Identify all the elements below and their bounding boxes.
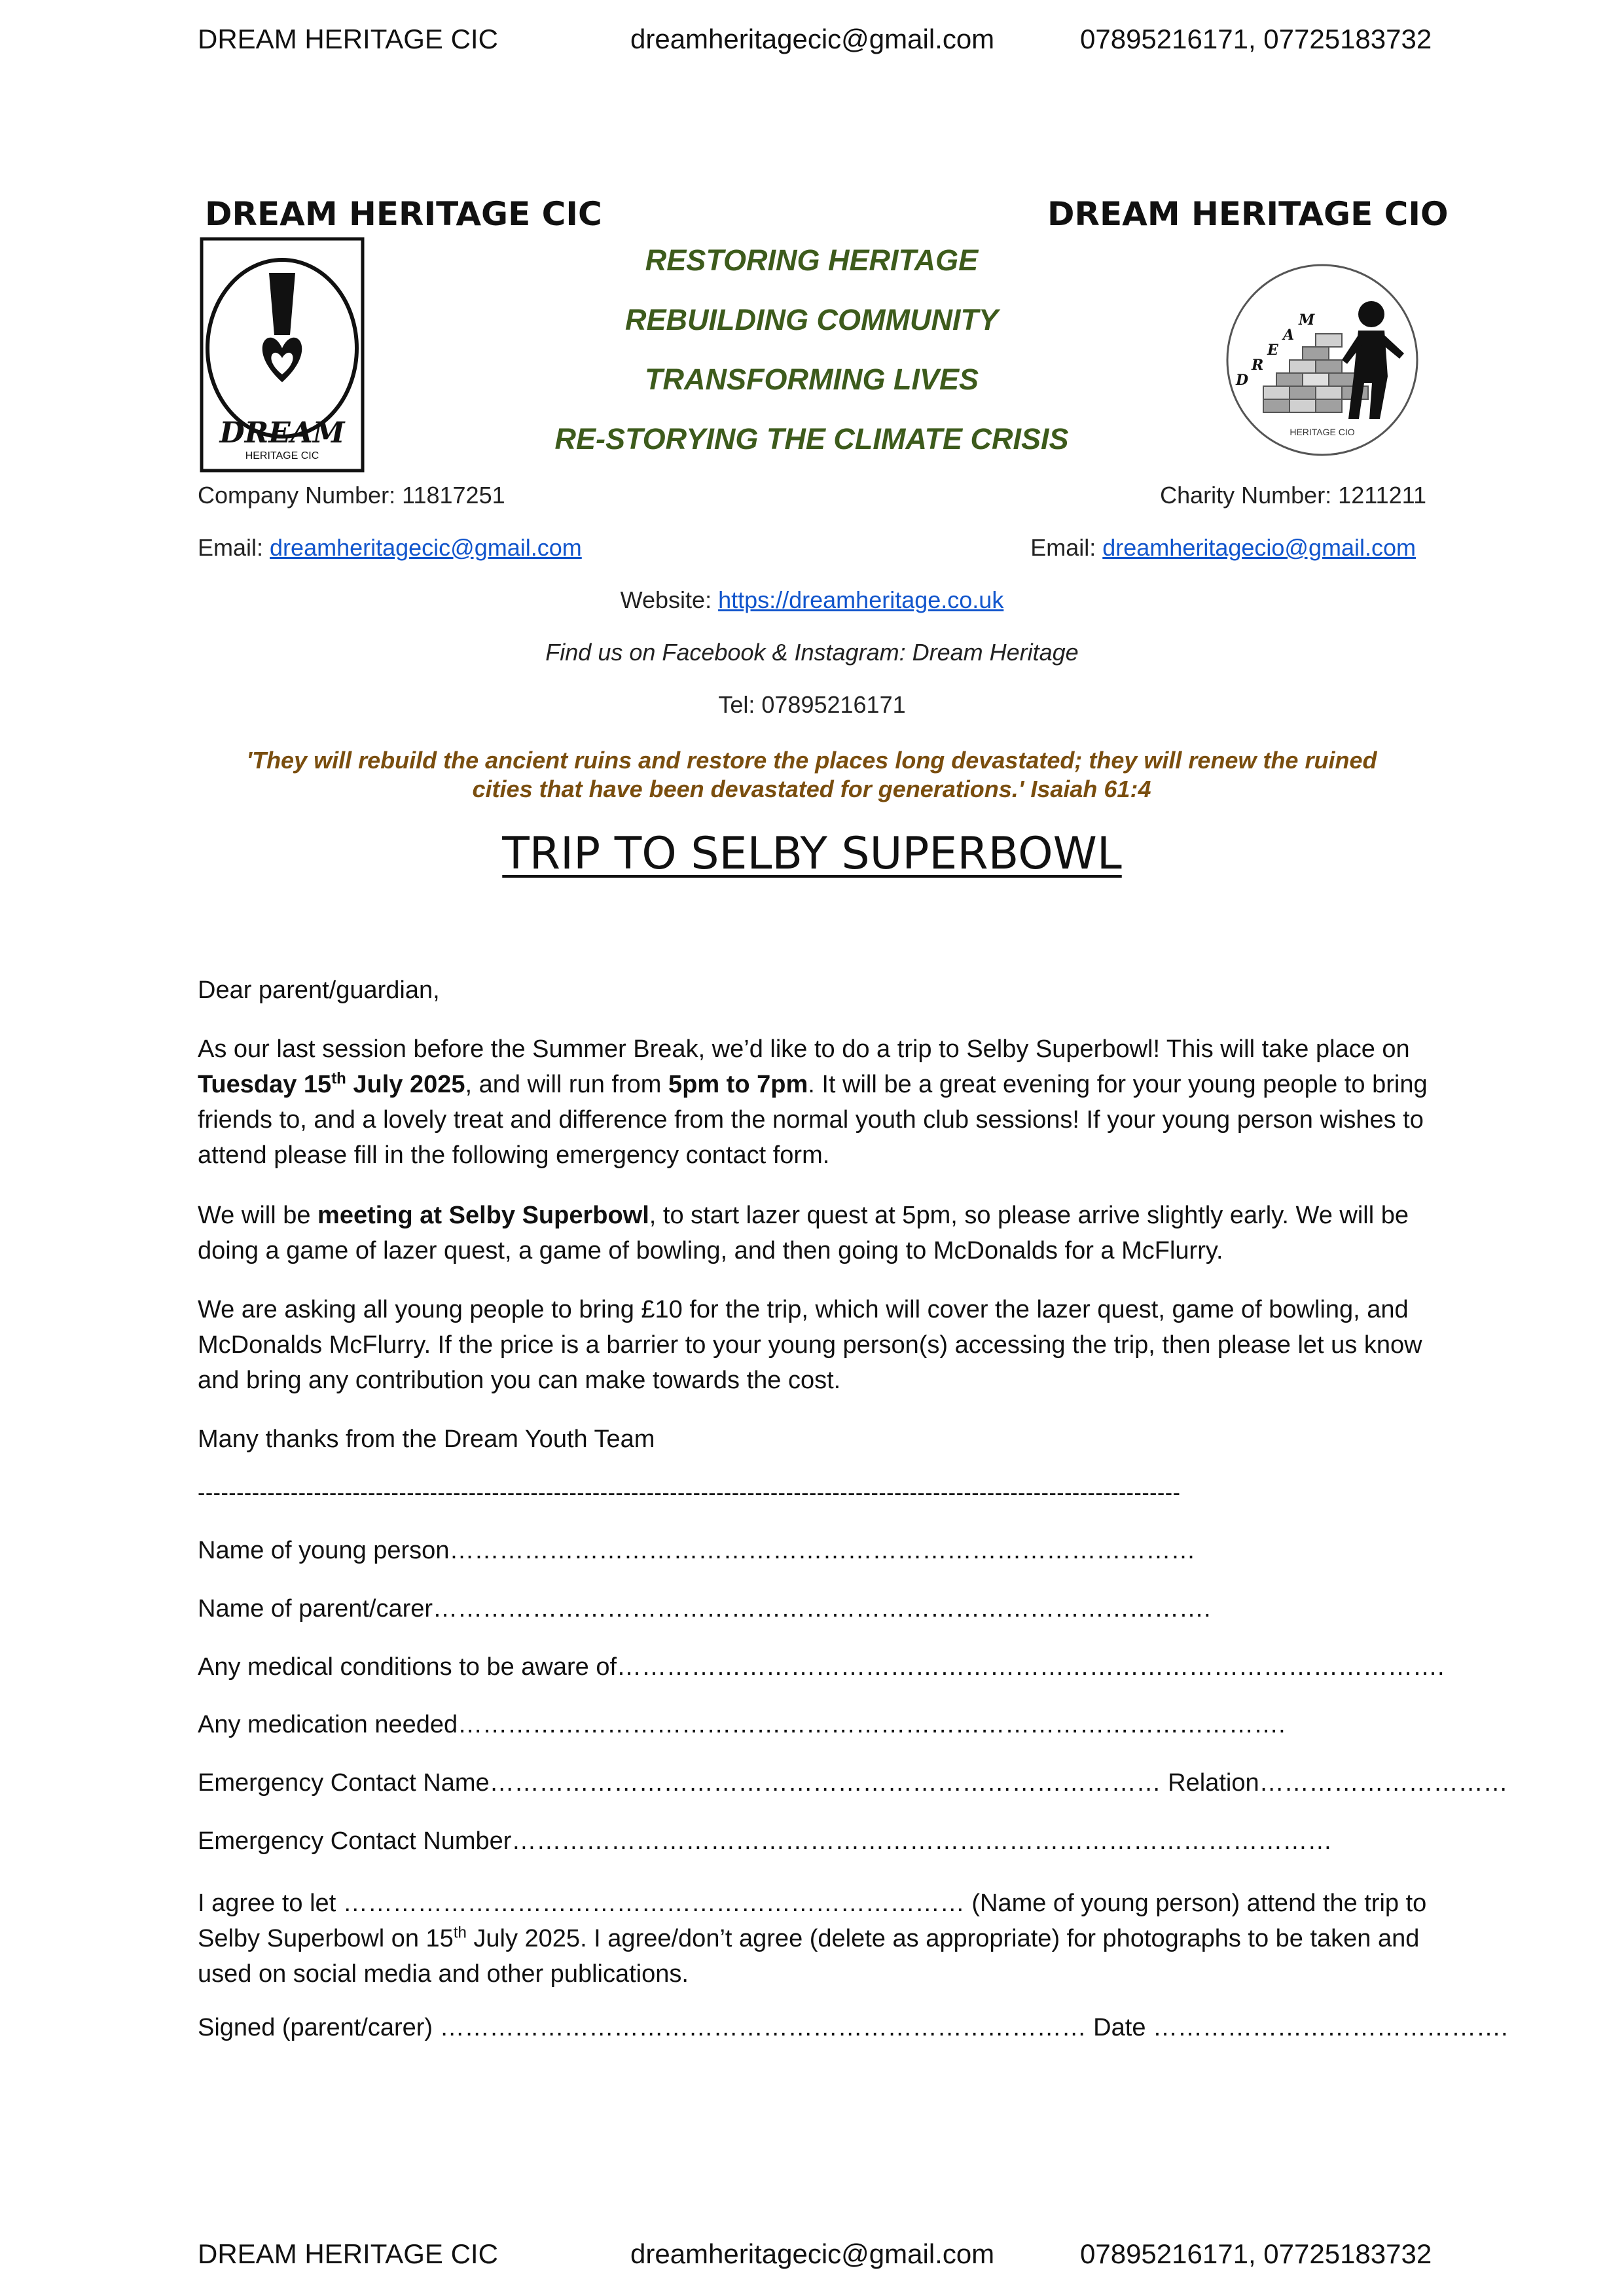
consent-part-2: July 2025. I agree/don’t agree (delete as appropriate) for photographs to be taken and used on social media and other publications. — [198, 1925, 1420, 1988]
cic-logo — [200, 237, 365, 473]
field-emergency-contact-number[interactable]: Emergency Contact Number……………………………………………………………………………………… — [198, 1827, 1333, 1855]
cio-logo-letter-d: D — [1236, 372, 1249, 389]
cio-logo — [1224, 262, 1420, 458]
p1-end: . It will be a great evening for your young people to bring friends to, and a lovely treat and difference from the normal youth club sessions! If your young person wishes to attend please fill in the following emergency contact form. — [198, 1071, 1428, 1169]
website-row — [0, 586, 1624, 614]
letter-signoff: Many thanks from the Dream Youth Team — [198, 1426, 655, 1453]
footer-email: dreamheritagecic@gmail.com — [630, 2238, 995, 2269]
p2-end: , to start lazer quest at 5pm, so please arrive slightly early. We will be doing a game of lazer quest, a game of bowling, and then going to McDonalds for a McFlurry. — [198, 1202, 1409, 1265]
email-cic-row — [198, 534, 582, 562]
field-medical-conditions[interactable]: Any medical conditions to be aware of………………………………………………………………………………………. — [198, 1653, 1445, 1681]
cio-logo-subtitle: HERITAGE CIO — [1290, 427, 1355, 437]
header-org: DREAM HERITAGE CIC — [198, 24, 498, 54]
cio-logo-letter-a: A — [1283, 327, 1295, 344]
page-title-text: TRIP TO SELBY SUPERBOWL — [502, 828, 1122, 880]
social-media-note: Find us on Facebook & Instagram: Dream Heritage — [545, 639, 1079, 666]
p1-date-day: Tuesday 15 — [198, 1071, 332, 1098]
p1-time: 5pm to 7pm — [668, 1071, 808, 1098]
tagline-climate-crisis: RE-STORYING THE CLIMATE CRISIS — [554, 422, 1069, 456]
cic-logo-subtitle: HERITAGE CIC — [245, 450, 319, 461]
charity-number: Charity Number: 1211211 — [1160, 482, 1426, 509]
field-parent-name[interactable]: Name of parent/carer…………………………………………………………………………………. — [198, 1595, 1211, 1623]
telephone: Tel: 07895216171 — [718, 691, 906, 718]
p2-intro: We will be — [198, 1202, 318, 1229]
letter-paragraph-2 — [198, 1198, 1441, 1268]
p1-intro: As our last session before the Summer Break, we’d like to do a trip to Selby Superbowl! This will take place on — [198, 1035, 1410, 1063]
page-title — [0, 828, 1624, 880]
letterhead-cic-name: DREAM HERITAGE CIC — [205, 195, 602, 233]
tagline-rebuilding-community: REBUILDING COMMUNITY — [625, 303, 998, 336]
form-divider: ------------------------------------------------------------------------------------------------------------------------------- — [198, 1480, 1181, 1505]
email-cic-label: Email: — [198, 534, 270, 561]
field-young-person-name[interactable]: Name of young person……………………………………………………………………………… — [198, 1537, 1196, 1564]
p1-middle: , and will run from — [465, 1071, 668, 1098]
email-cic-link[interactable]: dreamheritagecic@gmail.com — [270, 534, 582, 561]
letterhead-cio-name: DREAM HERITAGE CIO — [1047, 195, 1449, 233]
tagline-restoring-heritage: RESTORING HERITAGE — [645, 243, 979, 277]
p1-date — [198, 1071, 465, 1098]
cic-logo-wordmark: DREAM — [219, 416, 345, 450]
cio-logo-letter-m: M — [1299, 312, 1315, 329]
company-number: Company Number: 11817251 — [198, 482, 505, 509]
footer-org: DREAM HERITAGE CIC — [198, 2238, 498, 2269]
p1-date-month: July 2025 — [346, 1071, 465, 1098]
email-cio-label: Email: — [1030, 534, 1103, 561]
p1-date-suffix: th — [331, 1069, 346, 1088]
bible-quote — [190, 746, 1434, 804]
consent-date-suffix: th — [453, 1924, 467, 1942]
field-emergency-contact-name[interactable]: Emergency Contact Name……………………………………………………………………… Relation………………………… — [198, 1769, 1508, 1797]
letter-paragraph-1 — [198, 1031, 1441, 1173]
consent-statement[interactable] — [198, 1886, 1441, 1992]
consent-part-1: I agree to let ………………………………………………………………… (Name of young person) attend the trip to Selby Superbowl on 15 — [198, 1890, 1427, 1952]
cio-logo-letter-e: E — [1267, 342, 1278, 359]
footer-phones: 07895216171, 07725183732 — [1080, 2238, 1432, 2269]
field-medication[interactable]: Any medication needed………………………………………………………………………………………. — [198, 1711, 1286, 1738]
cio-logo-letter-r: R — [1252, 357, 1264, 374]
tagline-transforming-lives: TRANSFORMING LIVES — [644, 363, 979, 396]
header-email: dreamheritagecic@gmail.com — [630, 24, 995, 54]
bible-quote-line-2: cities that have been devastated for generations.' Isaiah 61:4 — [472, 776, 1151, 802]
website-link[interactable]: https://dreamheritage.co.uk — [718, 586, 1004, 613]
letter-greeting: Dear parent/guardian, — [198, 977, 440, 1004]
header-phones: 07895216171, 07725183732 — [1080, 24, 1432, 54]
p2-meeting-place: meeting at Selby Superbowl — [317, 1202, 649, 1229]
website-label: Website: — [620, 586, 719, 613]
bible-quote-line-1: 'They will rebuild the ancient ruins and restore the places long devastated; they will renew the ruined — [246, 747, 1377, 774]
field-signature-date[interactable]: Signed (parent/carer) …………………………………………………………………… Date ……………………………………. — [198, 2014, 1508, 2041]
email-cio-row — [1030, 534, 1416, 562]
letter-paragraph-3: We are asking all young people to bring £10 for the trip, which will cover the lazer quest, game of bowling, and McDonalds McFlurry. If the price is a barrier to your young person(s) accessing the trip, then please let us know and bring any contribution you can make towards the cost. — [198, 1296, 1422, 1394]
email-cio-link[interactable]: dreamheritagecio@gmail.com — [1102, 534, 1416, 561]
